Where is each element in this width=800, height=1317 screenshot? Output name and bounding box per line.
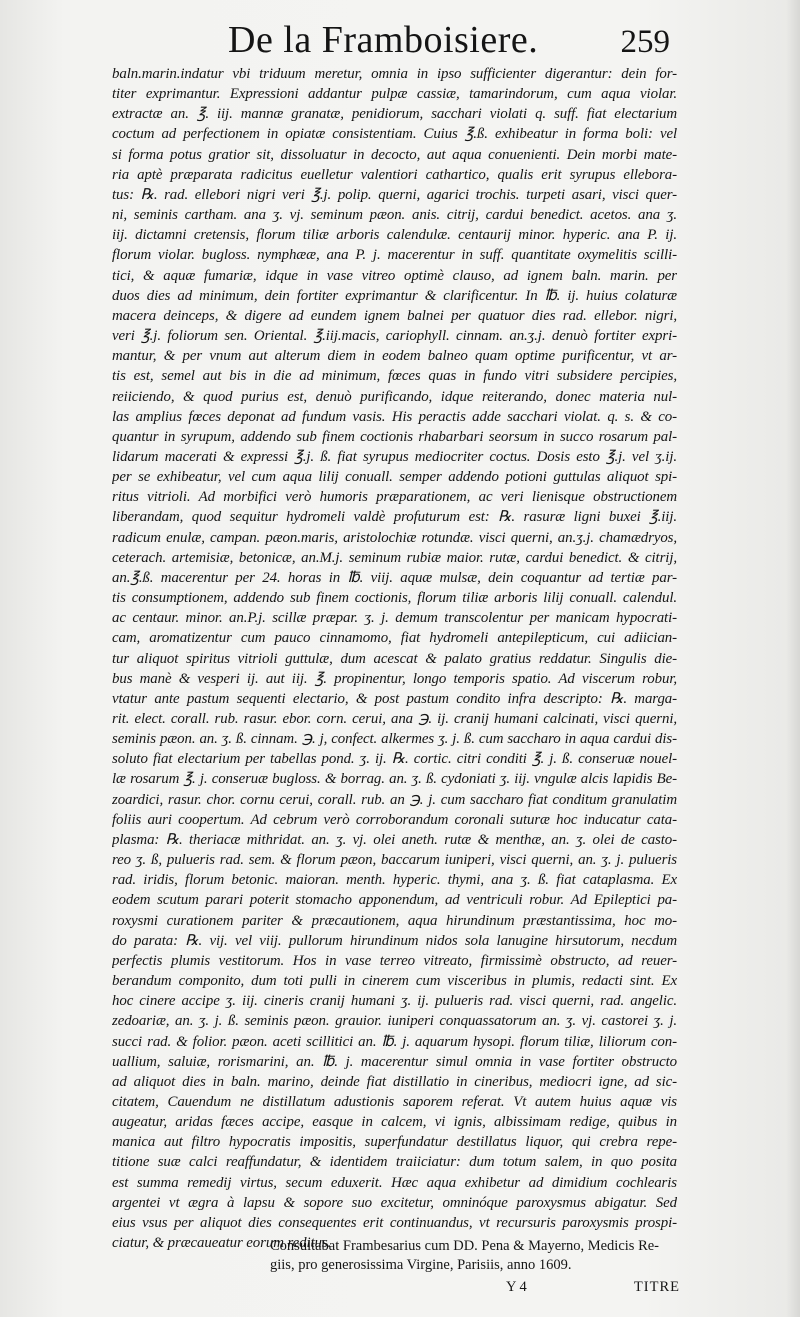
text-line: tur aliquot spiritus vitrioli guttulæ, dum acescat & palato gratius reddatur. Singulis die- (112, 650, 677, 667)
text-line: ni, seminis cartham. ana ʒ. vj. seminum pæon. anis. citrij, cardui benedict. acetos. ana ʒ. (112, 207, 677, 224)
text-line: cam, aromatizentur cum pauco cinnamomo, fiat hydromeli antepilepticum, cui adiician- (112, 630, 677, 647)
text-line: per se exhibeatur, vel cum aqua lilij conuall. semper addendo potioni guttulas aliquot spi- (112, 469, 677, 486)
text-line: quantur in syrupum, addendo sub finem coctionis rhabarbari seorsum in succo rosarum pal- (112, 428, 677, 445)
text-line: plasma: ℞. theriacæ mithridat. an. ʒ. vj. olei aneth. rutæ & menthæ, an. ʒ. olei de casto- (112, 831, 677, 848)
gutter-shadow (786, 0, 800, 1317)
text-line: coctum ad perfectionem in opiatæ consistentiam. Cuius ℥.ß. exhibeatur in forma boli: vel (112, 126, 677, 143)
text-line: baln.marin.indatur vbi triduum meretur, omnia in ipso sufficienter digerantur: dein for- (112, 66, 677, 82)
text-line: soluto fiat electarium per tabellas pond. ʒ. ij. ℞. cortic. citri conditi ℥. j. ß. conseruæ nouel- (112, 751, 677, 768)
text-line: roxysmi curationem pariter & præcautionem, aqua hirundinum præstantissima, hoc mo- (112, 912, 677, 929)
text-line: ciatur, & præcaueatur eorum reditus. (112, 1235, 332, 1252)
text-line: citatem, Cauendum ne distillatum adustionis saporem referat. Vt autem huius aquæ vis (112, 1093, 677, 1110)
text-line: ac centaur. minor. an.P.j. scillæ præpar. ʒ. j. demum transcolentur per manicam hypocrati- (112, 610, 677, 627)
page-footer (490, 1279, 680, 1301)
text-line: tici, & aquæ fumariæ, idque in vase vitreo optimè clauso, ad ignem baln. marin. per (112, 267, 677, 284)
text-line: reo ʒ. ß, pulueris rad. sem. & florum pæon, baccarum iuniperi, visci querni, an. ʒ. j. pulueris (112, 852, 677, 869)
page-header (100, 14, 670, 62)
text-line: si forma potus gratior sit, dissoluatur in decocto, aut aqua conuenienti. Dein morbi mate- (112, 146, 677, 163)
text-line: liberandam, quod sequitur hydromeli valdè profuturum est: ℞. rasuræ ligni buxei ℥.iij. (112, 509, 677, 526)
colophon-line: Consultabat Frambesarius cum DD. Pena & Mayerno, Medicis Re- (270, 1238, 660, 1254)
text-line: iij. dictamni cretensis, florum tiliæ arboris calendulæ. centaurij minor. hyperic. ana P. ij. (112, 227, 677, 244)
text-line: florum violar. bugloss. nymphææ, ana P. j. macerentur in suff. quantitate oxymelitis scilli- (112, 247, 677, 264)
catchword: TITRE (633, 1279, 680, 1295)
body-text (112, 64, 677, 1253)
text-line: lidarum macerati & expressi ℥.j. ß. fiat syrupus mediocriter coctus. Dosis esto ℥.j. vel ʒ.ij. (112, 448, 677, 465)
text-line: titer exprimantur. Expressioni addantur pulpæ cassiæ, tamarindorum, cum aqua violar. (112, 86, 677, 103)
text-line: vtatur ante pastum sequenti electario, & post pastum condito infra descripto: ℞. marga- (112, 690, 677, 707)
signature-mark: Y 4 (506, 1279, 527, 1295)
text-line: macera deinceps, & digere ad eundem ignem balnei per quatuor dies rad. ellebor. nigri, (112, 307, 677, 324)
text-line: læ rosarum ℥. j. conseruæ bugloss. & borrag. an. ʒ. ß. cydoniati ʒ. iij. vngulæ alcis lapidis Be- (112, 771, 677, 788)
text-line: do parata: ℞. vij. vel viij. pullorum hirundinum nidos sola lanugine hirsutorum, necdum (112, 932, 677, 949)
text-line: ria aptè præparata radicitus euelletur valentiori cathartico, qualis erit syrupus elleborа- (112, 166, 677, 183)
text-line: extractæ an. ℥. iij. mannæ granatæ, penidiorum, sacchari violati q. suff. fiat electarium (112, 106, 677, 123)
text-line: perfectis plumis vestitorum. Hos in vase terreo vitreato, firmissimè obstructo, ad reuer- (112, 952, 677, 969)
text-line: titione suæ calci reaffundatur, & identidem traiiciatur: dum totum salem, in quo posita (112, 1154, 677, 1171)
text-line: uallium, saluiæ, rorismarini, an. ℔. j. macerentur simul omnia in vase fortiter obstructo (112, 1053, 677, 1070)
text-line: an.℥.ß. macerentur per 24. horas in ℔. viij. aquæ mulsæ, dein coquantur ad tertiæ par- (112, 569, 677, 586)
text-line: eius vsus per aliquot dies consequentes erit continuandus, vt recursuris paroxysmis prospi- (112, 1214, 677, 1231)
text-line: zoardici, rasur. chor. cornu cerui, corall. rub. an ℈. j. cum saccharo fiat conditum granulatim (112, 791, 677, 808)
page-number: 259 (620, 24, 670, 60)
text-line: augeatur, aridas fæces accipe, easque in calcem, vi ignis, albissimam redige, quibus in (112, 1114, 677, 1131)
text-line: tus: ℞. rad. ellebori nigri veri ℥.j. polip. querni, agarici trochis. turpeti asari, visci quer- (112, 186, 677, 203)
text-line: tis est, semel aut bis in die ad minimum, fœces quas in fundo vitri subsidere percipies, (112, 368, 677, 385)
text-line: succi rad. & folior. pæon. aceti scillitici an. ℔. j. aquarum hysopi. florum tiliæ, liliorum con- (112, 1033, 677, 1050)
text-line: foliis auri coopertum. Ad cebrum verò corroborandum coronali suturæ hoc inducatur cata- (112, 811, 677, 828)
colophon (270, 1237, 680, 1275)
colophon-line: giis, pro generosissima Virgine, Parisiis, anno 1609. (270, 1257, 572, 1273)
text-line: reiiciendo, & quod purius est, denuò purificando, idque reiterando, donec materia nul- (112, 388, 677, 405)
text-line: berandum componito, dum toti pulli in cinerem cum visceribus in plumis, redacti sint. Ex (112, 973, 677, 990)
text-line: argentei vt ægra à lapsu & sopore suo excitetur, omninóque paroxysmus abigatur. Sed (112, 1194, 677, 1211)
text-line: rit. elect. corall. rub. rasur. ebor. corn. cerui, ana ℈. ij. cranij humani calcinati, visci querni, (112, 711, 677, 727)
text-line: mantur, & per vnum aut alterum diem in eodem balneo quam optime purificentur, vt ar- (112, 348, 677, 365)
text-line: hoc cinere accipe ʒ. iij. cineris cranij humani ʒ. ij. pulueris rad. visci querni, rad. angelic. (112, 993, 677, 1010)
text-line: bus manè & vesperi ij. aut iij. ℥. propinentur, longo temporis spatio. Ad viscerum robur, (112, 670, 677, 687)
text-line: duos dies ad minimum, dein fortiter exprimantur & clarificentur. In ℔. ij. huius colaturæ (112, 287, 677, 304)
text-line: ad aliquot dies in baln. marino, deinde fiat distillatio in cineribus, mediocri igne, ad sic- (112, 1073, 677, 1090)
text-line: manica aut filtro hypocratis impositis, superfundatur destillatus liquor, qui crebra repe- (112, 1134, 677, 1151)
text-line: est summa remedij virtus, secum eduxerit. Hæc aqua exhibetur ad dimidium cochlearis (112, 1174, 677, 1191)
running-title: De la Framboisiere. (228, 19, 539, 61)
text-line: tis consumptionem, addendo sub finem coctionis, florum tiliæ arboris lilij conuall. calendul. (112, 590, 677, 607)
text-line: ceterach. artemisiæ, betonicæ, an.M.j. seminum rubiæ maior. rutæ, cardui benedict. & citrij, (112, 549, 677, 566)
text-line: las amplius fœces deponat ad fundum vasis. His peractis adde sacchari violat. q. s. & co- (112, 408, 677, 425)
text-line: rad. iridis, florum betonic. maioran. menth. hyperic. thymi, ana ʒ. ß. fiat cataplasma. Ex (112, 872, 677, 889)
text-line: zedoariæ, an. ʒ. j. ß. seminis pæon. grauior. iuniperi conquassatorum an. ʒ. vj. castorei ʒ. j. (112, 1013, 677, 1030)
text-line: eodem scutum parari poterit stomacho apponendum, ad ventriculi robur. Ad Epileptici pa- (112, 892, 677, 909)
text-line: seminis pæon. an. ʒ. ß. cinnam. ℈. j, confect. alkermes ʒ. j. ß. cum saccharo in aqua cardui dis- (112, 731, 677, 748)
text-line: veri ℥.j. foliorum sen. Oriental. ℥.iij.macis, cariophyll. cinnam. an.ʒ.j. denuò fortiter expri- (112, 328, 677, 345)
text-line: radicum enulæ, campan. pæon.maris, aristolochiæ rotundæ. visci querni, an.ʒ.j. chamædryos, (112, 529, 677, 546)
text-line: ritus vitrioli. Ad morbifici verò humoris præparationem, ac veri lienisque obstructionem (112, 489, 677, 506)
